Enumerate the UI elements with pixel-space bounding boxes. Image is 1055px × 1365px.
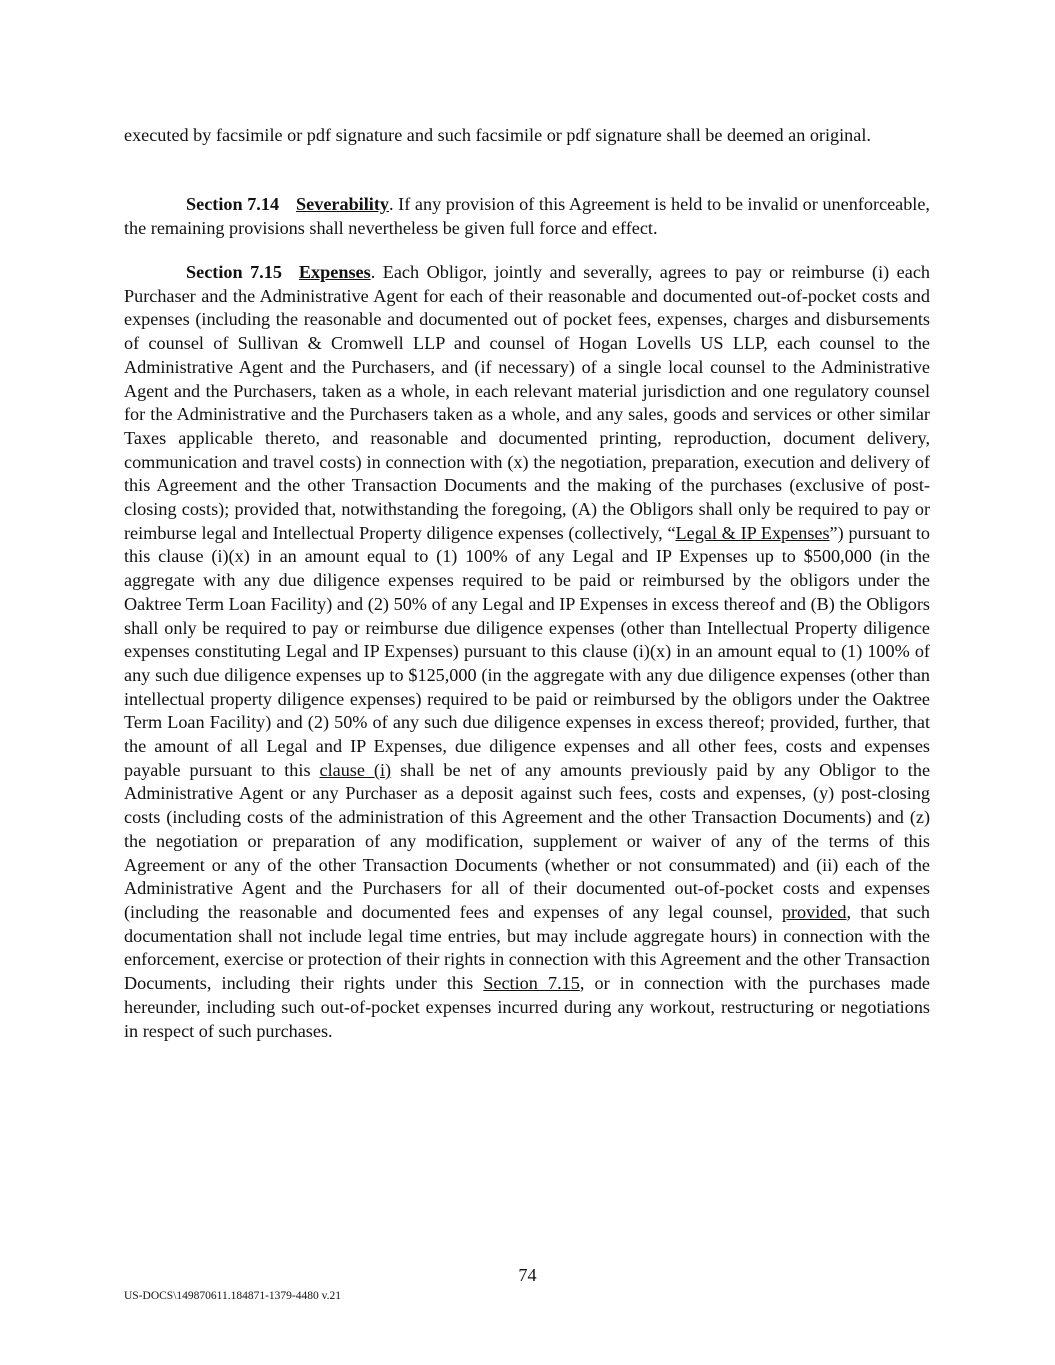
section-7-15-text-3: shall be net of any amounts previously paid by any Obligor to the Administrative Agent or any Purchaser as a deposit against such fees, costs and expenses, (y) post-closing costs (including costs of the administration of this Agreement and the other Transaction Documents) and (z) the negotiation or preparation of any modification, supplement or waiver of any of the terms of this Agreement or any of the other Transaction Documents (whether or not consummated) and (ii) each of the Administrative Agent and the Purchasers for all of their documented out-of-pocket costs and expenses (including the reasonable and documented fees and expenses of any legal counsel, bbox=[124, 759, 931, 922]
section-7-14-number: Section 7.14 bbox=[186, 194, 280, 214]
section-7-15-paragraph bbox=[124, 261, 930, 1043]
section-7-15-text-1: . Each Obligor, jointly and severally, agrees to pay or reimburse (i) each Purchaser and the Administrative Agent for each of their reasonable and documented out-of-pocket costs and expenses (including the reasonable and documented out of pocket fees, expenses, charges and disbursements of counsel of Sullivan & Cromwell LLP and counsel of Hogan Lovells US LLP, each counsel to the Administrative Agent and the Purchasers, and (if necessary) of a single local counsel to the Administrative Agent and the Purchasers, taken as a whole, in each relevant material jurisdiction and one regulatory counsel for the Administrative and the Purchasers taken as a whole, and any sales, goods and services or other similar Taxes applicable thereto, and reasonable and documented printing, reproduction, document delivery, communication and travel costs) in connection with (x) the negotiation, preparation, execution and delivery of this Agreement and the other Transaction Documents and the making of the purchases (exclusive of post-closing costs); provided that, notwithstanding the foregoing, (A) the Obligors shall only be required to pay or reimburse legal and Intellectual Property diligence expenses (collectively, “ bbox=[124, 262, 930, 543]
section-7-14-title: Severability bbox=[296, 194, 389, 214]
continuation-paragraph bbox=[124, 124, 930, 148]
document-id: US-DOCS\149870611.184871-1379-4480 v.21 bbox=[124, 1290, 342, 1302]
section-7-15-text-5: , or in connection with the purchases made hereunder, including such out-of-pocket expenses incurred during any workout, restructuring or negotiations in respect of such purchases. bbox=[124, 973, 930, 1041]
section-7-15-reference: Section 7.15 bbox=[483, 973, 580, 994]
section-7-15-title: Expenses bbox=[298, 262, 371, 282]
section-7-14-text: . If any provision of this Agreement is held to be invalid or unenforceable, the remaining provisions shall nevertheless be given full force and effect. bbox=[124, 194, 930, 238]
provided-term: provided bbox=[781, 901, 847, 922]
page-number: 74 bbox=[518, 1265, 537, 1285]
clause-i-reference: clause (i) bbox=[319, 759, 392, 780]
legal-ip-expenses-defined-term: Legal & IP Expenses bbox=[675, 522, 830, 543]
section-7-15-text-2: ”) pursuant to this clause (i)(x) in an amount equal to (1) 100% of any Legal and IP Expenses up to $500,000 (in the aggregate with any due diligence expenses required to be paid or reimbursed by the obligors under the Oaktree Term Loan Facility) and (2) 50% of any Legal and IP Expenses in excess thereof and (B) the Obligors shall only be required to pay or reimburse due diligence expenses (other than Intellectual Property diligence expenses constituting Legal and IP Expenses) pursuant to this clause (i)(x) in an amount equal to (1) 100% of any such due diligence expenses up to $125,000 (in the aggregate with any due diligence expenses (other than intellectual property diligence expenses) required to be paid or reimbursed by the obligors under the Oaktree Term Loan Facility) and (2) 50% of any such due diligence expenses in excess thereof; provided, further, that the amount of all Legal and IP Expenses, due diligence expenses and all other fees, costs and expenses payable pursuant to this bbox=[124, 522, 930, 780]
section-7-15-number: Section 7.15 bbox=[186, 262, 282, 282]
section-7-14-paragraph bbox=[124, 193, 930, 240]
section-7-15-text-4: , that such documentation shall not include legal time entries, but may include aggregate hours) in connection with the enforcement, exercise or protection of their rights in connection with this Agreement and the other Transaction Documents, including their rights under this bbox=[124, 901, 930, 994]
continuation-text: executed by facsimile or pdf signature and such facsimile or pdf signature shall be deemed an original. bbox=[124, 125, 871, 145]
